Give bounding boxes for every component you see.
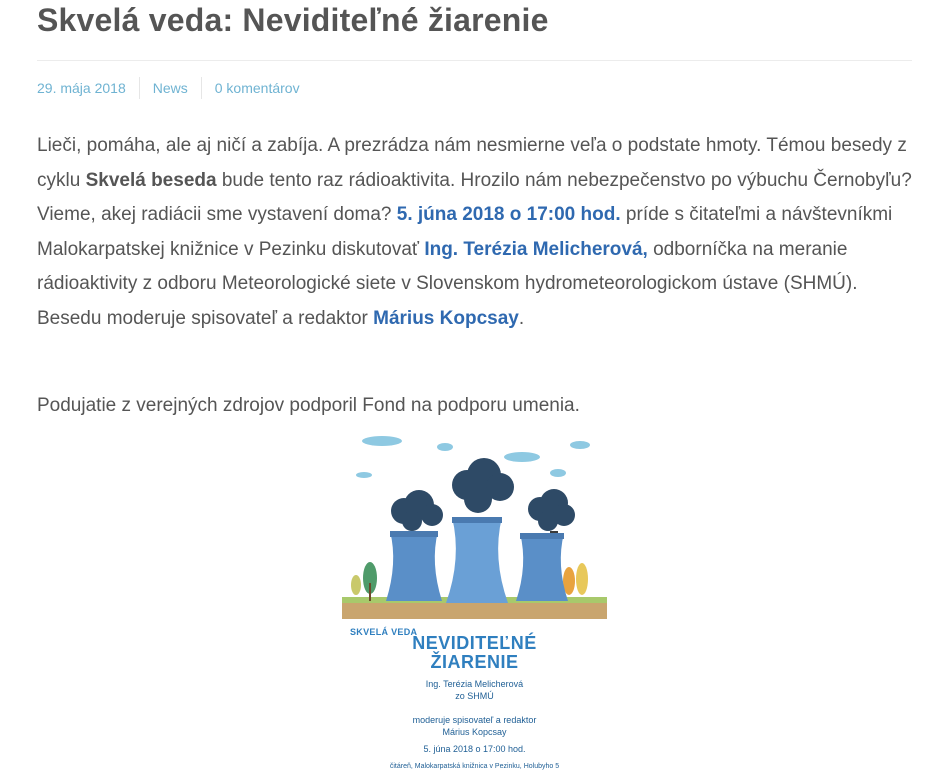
event-poster-image [342, 433, 607, 777]
moderator-link[interactable]: Márius Kopcsay [373, 307, 519, 329]
ground [342, 601, 607, 619]
power-plant-illustration [342, 433, 607, 623]
poster-moderator [342, 714, 607, 738]
paragraph-text: Lieči, pomáha, ale aj ničí a zabíja. A prezrádza nám nesmierne veľa o podstate hmoty. Témou besedy z cyklu [37, 135, 907, 191]
speaker-link[interactable]: Ing. Terézia Melicherová, [424, 238, 648, 260]
poster-date: 5. júna 2018 o 17:00 hod. [423, 744, 526, 754]
poster-moderator-name: Márius Kopcsay [442, 727, 507, 737]
poster-title-line1: NEVIDITEĽNÉ [412, 633, 537, 653]
title-divider [37, 60, 912, 61]
meta-separator [139, 77, 140, 99]
article-paragraph-1 [37, 129, 927, 336]
category-link[interactable]: News [152, 80, 188, 96]
poster-speaker [342, 678, 607, 702]
paragraph-text: odborníčka na meranie rádioaktivity z odboru Meteorologické siete v Slovenskom hydrometeorologickom ústave (SHMÚ). Besedu moderuje spisovateľ a redaktor [37, 238, 858, 329]
comments-link[interactable]: 0 komentárov [214, 80, 300, 96]
post-date-link[interactable]: 29. mája 2018 [37, 80, 126, 96]
paragraph-text: . [518, 307, 525, 329]
poster-speaker-name: Ing. Terézia Melicherová [425, 679, 524, 689]
poster-place: čitáreň, Malokarpatská knižnica v Pezinku, Holubyho 5 [389, 763, 560, 770]
series-name: Skvelá beseda [85, 169, 217, 191]
page-title: Skvelá veda: Neviditeľné žiarenie [37, 2, 549, 38]
paragraph-text: príde s čitateľmi a návštevníkmi Malokarpatskej knižnice v Pezinku diskutovať [37, 204, 893, 260]
event-date-link[interactable]: 5. júna 2018 o 17:00 hod. [396, 204, 621, 225]
poster-moderator-role: moderuje spisovateľ a redaktor [412, 715, 537, 725]
paragraph-text: bude tento raz rádioaktivita. Hrozilo nám nebezpečenstvo po výbuchu Černobyľu? Vieme, akej radiácii sme vystavení doma? [37, 169, 912, 225]
post-meta [37, 74, 300, 102]
poster-title-line2: ŽIARENIE [430, 652, 519, 672]
poster-speaker-org: zo SHMÚ [455, 691, 494, 701]
article-paragraph-2: Podujatie z verejných zdrojov podporil Fond na podporu umenia. [37, 395, 580, 416]
poster-kicker: SKVELÁ VEDA [350, 627, 418, 637]
meta-separator [201, 77, 202, 99]
